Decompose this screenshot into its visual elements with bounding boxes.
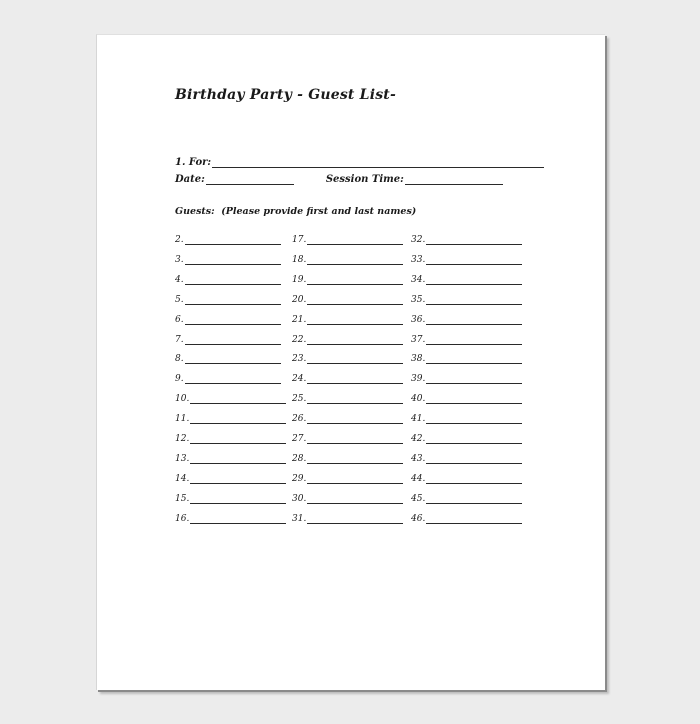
guest-entry: [175, 412, 286, 424]
guest-entry: [292, 273, 403, 285]
guest-name-line[interactable]: [307, 235, 403, 245]
session-time-input-line[interactable]: [405, 174, 503, 185]
guest-name-line[interactable]: [426, 514, 522, 524]
guest-name-line[interactable]: [426, 414, 522, 424]
guest-name-line[interactable]: [426, 434, 522, 444]
guest-number: 39.: [411, 374, 426, 385]
guest-entry: [292, 432, 403, 444]
guest-entry: [175, 492, 286, 504]
guest-name-line[interactable]: [307, 315, 403, 325]
guest-entry: [175, 293, 281, 305]
guest-entry: [411, 233, 522, 245]
guest-entry: [175, 313, 281, 325]
guest-number: 5.: [175, 294, 184, 305]
guest-number: 2.: [175, 235, 184, 245]
for-label: 1. For:: [175, 157, 212, 168]
guest-entry: [175, 273, 281, 285]
guest-name-line[interactable]: [307, 295, 403, 305]
guest-entry: [411, 333, 522, 345]
guest-name-line[interactable]: [185, 295, 281, 305]
guest-name-line[interactable]: [307, 374, 403, 384]
guest-number: 23.: [292, 354, 307, 365]
session-time-label: Session Time:: [325, 174, 404, 185]
guest-number: 25.: [292, 394, 307, 405]
guest-number: 34.: [411, 274, 426, 285]
guest-number: 15.: [175, 493, 190, 504]
guest-number: 26.: [292, 414, 307, 425]
for-input-line[interactable]: [212, 157, 544, 168]
guest-name-line[interactable]: [185, 235, 281, 245]
guest-entry: [292, 352, 403, 364]
guest-entry: [411, 472, 522, 484]
guest-number: 18.: [292, 254, 307, 265]
guest-number: 41.: [411, 414, 426, 425]
guest-name-line[interactable]: [426, 315, 522, 325]
guest-name-line[interactable]: [307, 255, 403, 265]
guest-name-line[interactable]: [307, 514, 403, 524]
guest-entry: [175, 333, 281, 345]
guest-entry: [292, 233, 403, 245]
guest-number: 19.: [292, 274, 307, 285]
guest-entry: [175, 452, 286, 464]
guest-entry: [411, 452, 522, 464]
guest-entry: [175, 352, 281, 364]
guest-number: 28.: [292, 453, 307, 464]
guest-number: 21.: [292, 314, 307, 325]
guest-entry: [292, 313, 403, 325]
guest-entry: [292, 412, 403, 424]
guest-entry: [292, 293, 403, 305]
guest-number: 7.: [175, 334, 184, 345]
guest-number: 29.: [292, 473, 307, 484]
guest-name-line[interactable]: [426, 454, 522, 464]
guest-name-line[interactable]: [185, 315, 281, 325]
guest-number: 46.: [411, 513, 426, 524]
guest-name-line[interactable]: [307, 434, 403, 444]
guest-entry: [292, 333, 403, 345]
guest-number: 44.: [411, 473, 426, 484]
guest-name-line[interactable]: [190, 454, 286, 464]
guest-number: 11.: [175, 414, 190, 425]
guest-entry: [411, 313, 522, 325]
guest-number: 13.: [175, 453, 190, 464]
guest-number: 16.: [175, 513, 190, 524]
date-session-row: [175, 174, 503, 185]
guest-number: 24.: [292, 374, 307, 385]
guest-entry: [411, 293, 522, 305]
guest-number: 35.: [411, 294, 426, 305]
guest-entry: [292, 392, 403, 404]
guest-number: 31.: [292, 513, 307, 524]
guest-number: 22.: [292, 334, 307, 345]
guest-number: 42.: [411, 434, 426, 444]
guest-entry: [411, 412, 522, 424]
guest-number: 6.: [175, 314, 184, 325]
guest-name-line[interactable]: [426, 255, 522, 265]
guest-name-line[interactable]: [426, 295, 522, 305]
guest-name-line[interactable]: [190, 494, 286, 504]
guest-name-line[interactable]: [185, 374, 281, 384]
guest-name-line[interactable]: [307, 494, 403, 504]
guest-entry: [411, 352, 522, 364]
guest-name-line[interactable]: [185, 335, 281, 345]
guest-entry: [411, 372, 522, 384]
guest-name-line[interactable]: [307, 354, 403, 364]
guest-name-line[interactable]: [426, 354, 522, 364]
guest-number: 37.: [411, 334, 426, 345]
guest-entry: [175, 253, 281, 265]
guest-name-line[interactable]: [190, 414, 286, 424]
guest-name-line[interactable]: [185, 275, 281, 285]
guest-name-line[interactable]: [307, 414, 403, 424]
guest-entry: [411, 492, 522, 504]
guest-name-line[interactable]: [426, 474, 522, 484]
guest-entry: [175, 432, 286, 444]
guest-entry: [292, 372, 403, 384]
guest-name-line[interactable]: [426, 394, 522, 404]
guest-name-line[interactable]: [190, 434, 286, 444]
guest-number: 3.: [175, 254, 184, 265]
guest-entry: [292, 492, 403, 504]
guest-name-line[interactable]: [190, 394, 286, 404]
guest-number: 9.: [175, 374, 184, 385]
guest-number: 43.: [411, 453, 426, 464]
guest-entry: [175, 392, 286, 404]
guest-number: 4.: [175, 274, 184, 285]
guest-name-line[interactable]: [307, 335, 403, 345]
guest-entry: [411, 253, 522, 265]
guest-entry: [411, 432, 522, 444]
guest-name-line[interactable]: [307, 394, 403, 404]
guest-number: 40.: [411, 394, 426, 405]
guest-name-line[interactable]: [307, 474, 403, 484]
guest-entry: [175, 472, 286, 484]
guest-name-line[interactable]: [426, 275, 522, 285]
guest-entry: [175, 372, 281, 384]
guest-name-line[interactable]: [426, 494, 522, 504]
guest-number: 27.: [292, 434, 307, 444]
guest-entry: [411, 273, 522, 285]
guest-name-line[interactable]: [307, 275, 403, 285]
guest-name-line[interactable]: [190, 474, 286, 484]
guest-name-line[interactable]: [426, 335, 522, 345]
guest-number: 17.: [292, 235, 307, 245]
guest-number: 30.: [292, 493, 307, 504]
guest-entry: [292, 452, 403, 464]
document-page: [96, 34, 605, 690]
guest-name-line[interactable]: [190, 514, 286, 524]
guest-entry: [175, 512, 286, 524]
guest-name-line[interactable]: [185, 354, 281, 364]
guest-entry: [292, 472, 403, 484]
date-label: Date:: [175, 174, 205, 185]
guest-name-line[interactable]: [185, 255, 281, 265]
guest-name-line[interactable]: [426, 235, 522, 245]
guest-entry: [175, 233, 281, 245]
for-field-row: [175, 157, 544, 168]
guest-entry: [411, 392, 522, 404]
guest-name-line[interactable]: [426, 374, 522, 384]
guest-entry: [292, 253, 403, 265]
guests-label: Guests: (Please provide first and last names): [175, 206, 417, 217]
guest-number: 10.: [175, 394, 190, 405]
guest-number: 14.: [175, 473, 190, 484]
guest-number: 36.: [411, 314, 426, 325]
guest-number: 12.: [175, 434, 190, 444]
date-input-line[interactable]: [206, 174, 294, 185]
guest-number: 32.: [411, 235, 426, 245]
guest-name-line[interactable]: [307, 454, 403, 464]
guest-number: 20.: [292, 294, 307, 305]
guest-number: 38.: [411, 354, 426, 365]
guest-number: 45.: [411, 493, 426, 504]
document-title: Birthday Party - Guest List-: [175, 87, 396, 103]
guest-entry: [292, 512, 403, 524]
guest-number: 33.: [411, 254, 426, 265]
guest-number: 8.: [175, 354, 184, 365]
guest-entry: [411, 512, 522, 524]
